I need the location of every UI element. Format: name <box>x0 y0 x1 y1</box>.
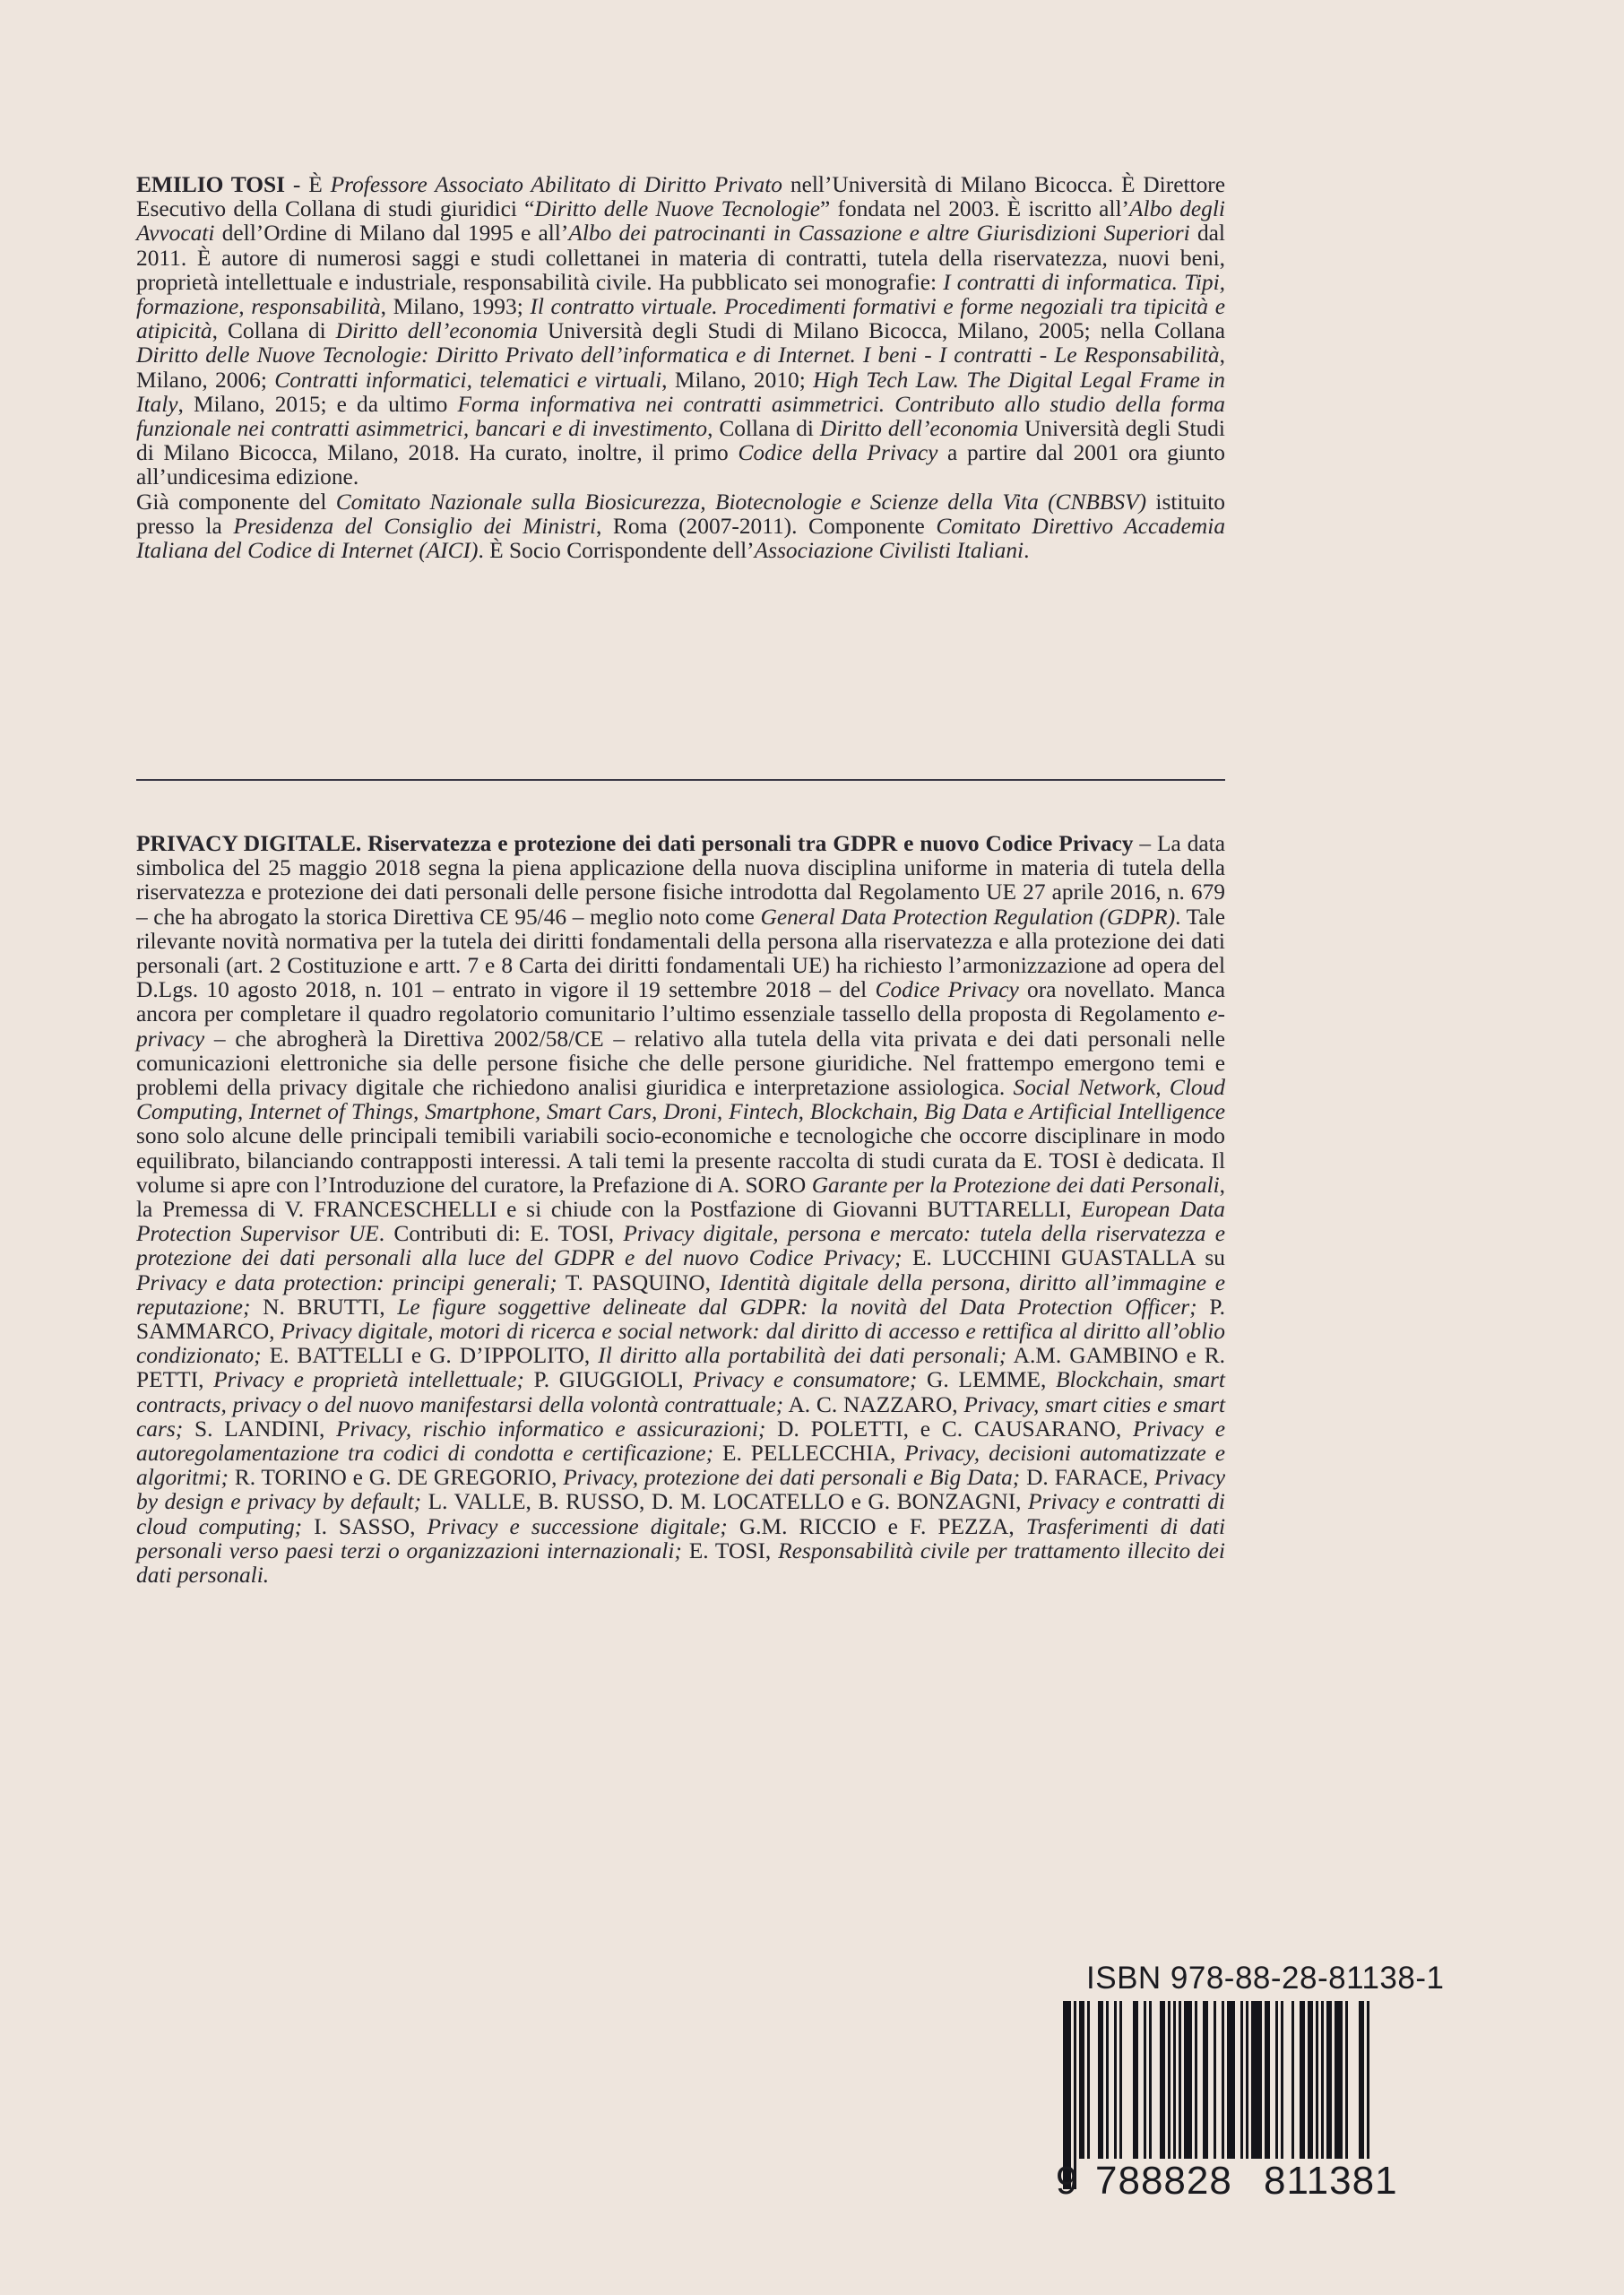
barcode-bar <box>1308 2001 1313 2159</box>
blurb-text-run: Il diritto alla portabilità dei dati personali; <box>598 1343 1007 1369</box>
barcode-bar <box>1173 2001 1176 2159</box>
blurb-text-run: S. LANDINI, <box>183 1416 337 1442</box>
blurb-text-run: Privacy, smart cities e smart cars; <box>136 1391 1225 1442</box>
blurb-text-run: E. BATTELLI e G. D’IPPOLITO, <box>261 1343 599 1369</box>
barcode-bar <box>1168 2001 1170 2159</box>
barcode-bar <box>1133 2001 1138 2159</box>
bio-text-run: High Tech Law. The Digital Legal Frame in Italy <box>136 367 1226 417</box>
barcode-bar <box>1300 2001 1305 2159</box>
bio-text-run: Diritto dell’economia <box>335 318 539 344</box>
blurb-text-run: G. LEMME, <box>917 1367 1056 1393</box>
author-name: EMILIO TOSI <box>136 172 286 197</box>
blurb-text-run: A.M. GAMBINO e R. PETTI, <box>136 1343 1225 1393</box>
blurb-text-run: E. PELLECCHIA, <box>713 1441 905 1467</box>
book-title: PRIVACY DIGITALE. Riservatezza e protezione dei dati personali tra GDPR e nuovo Codice Privacy <box>136 831 1134 856</box>
author-bio <box>136 173 1225 563</box>
barcode-bar <box>1367 2001 1369 2159</box>
author-bio-text <box>136 172 1225 563</box>
bio-text-run: Diritto delle Nuove Tecnologie: Diritto Privato dell’informatica e di Internet. I beni - I contratti - Le Responsabilità <box>136 342 1220 368</box>
blurb-text-run: Blockchain, smart contracts, privacy o del nuovo manifestarsi della volontà contrattuale; <box>136 1367 1225 1417</box>
bio-text-run: , Milano, 2010; <box>661 367 814 393</box>
bio-text-run: Comitato Nazionale sulla Biosicurezza, Biotecnologie e Scienze della Vita (CNBBSV) <box>335 489 1147 515</box>
barcode-bar <box>1359 2001 1364 2159</box>
blurb-text-run: sono solo alcune delle principali temibili variabili socio-economiche e tecnologiche che occorre disciplinare in modo equilibrato, bilanciando contrapposti interessi. A tali temi la presente raccolta di studi curata da E. TOSI è dedicata. Il volume si apre con l’Introduzione del curatore, la Prefazione di A. SORO <box>136 1123 1225 1198</box>
blurb-text-run: Privacy e successione digitale; <box>427 1513 728 1539</box>
barcode-bar <box>1114 2001 1117 2159</box>
barcode-bar <box>1144 2001 1146 2159</box>
bio-text-run: Diritto dell’economia <box>819 416 1019 442</box>
blurb-text-run: Privacy e data protection: principi generali; <box>136 1269 557 1295</box>
bio-text-run: nell’Università di Milano Bicocca. È Direttore Esecutivo della Collana di studi giuridici “ <box>136 172 1225 222</box>
blurb-text-run: – che abrogherà la Direttiva 2002/58/CE – relativo alla tutela della vita privata e dei dati personali nelle comunicazioni elettroniche sia delle persone fisiche che delle persone giuridiche. Nel frattempo emergono temi e problemi della privacy digitale che richiedono analisi giuridica e interpretazione assiologica. <box>136 1026 1225 1101</box>
barcode-bar <box>1316 2001 1318 2159</box>
barcode-bar <box>1335 2001 1343 2159</box>
blurb-text-run: Privacy e consumatore; <box>693 1367 918 1393</box>
barcode-bar <box>1203 2001 1208 2159</box>
divider <box>136 779 1225 781</box>
blurb-text-run: T. PASQUINO, <box>557 1269 720 1295</box>
bio-text-run: , Milano, 2006; <box>136 342 1225 393</box>
blurb-text-run: Responsabilità civile per trattamento illecito dei dati personali. <box>136 1537 1225 1589</box>
blurb-text-run: European Data Protection Supervisor UE <box>136 1197 1225 1247</box>
barcode-bar <box>1179 2001 1181 2159</box>
bio-text-run: Presidenza del Consiglio dei Ministri <box>233 513 597 539</box>
bio-text-run: istituito presso la <box>136 489 1225 539</box>
barcode-digit-group-1: 788828 <box>1092 2159 1236 2204</box>
blurb-text-run: L. VALLE, B. RUSSO, D. M. LOCATELLO e G. BONZAGNI, <box>421 1489 1029 1515</box>
book-description-text <box>136 831 1225 1588</box>
bio-text-run: dal 2011. È autore di numerosi saggi e studi collettanei in materia di contratti, tutela della riservatezza, nuovi beni, proprietà intellettuale e industriale, responsabilità civile. Ha pubblicato sei monografie: <box>136 221 1225 295</box>
bio-text-run: Comitato Direttivo Accademia Italiana del Codice di Internet (AICI) <box>136 513 1226 564</box>
barcode-bar <box>1275 2001 1278 2159</box>
blurb-text-run: Privacy, rischio informatico e assicurazioni; <box>336 1416 766 1442</box>
blurb-text-run: E. TOSI, <box>681 1537 779 1563</box>
barcode-bar <box>1291 2001 1294 2159</box>
bio-text-run: . <box>1024 538 1030 564</box>
barcode-bar <box>1227 2001 1235 2159</box>
bio-text-run: Associazione Civilisti Italiani <box>754 538 1024 564</box>
blurb-text-run: R. TORINO e G. DE GREGORIO, <box>228 1465 564 1491</box>
barcode-bar <box>1265 2001 1270 2159</box>
blurb-text-run: . Tale rilevante novità normativa per la tutela dei diritti fondamentali della persona alla riservatezza e alla protezione dei dati personali (art. 2 Costituzione e artt. 7 e 8 Carta dei diritti fondamentali UE) ha richiesto l’armonizzazione ad opera del D.Lgs. 10 agosto 2018, n. 101 – entrato in vigore il 19 settembre 2018 – del <box>136 904 1225 1003</box>
bio-text-run: , Roma (2007-2011). Componente <box>596 513 937 539</box>
bio-text-run: I contratti di informatica. Tipi, formazione, responsabilità <box>136 269 1225 320</box>
bio-text-run: Diritto delle Nuove Tecnologie <box>534 196 821 222</box>
bio-text-run: , Collana di <box>212 318 336 344</box>
blurb-text-run: Privacy digitale, motori di ricerca e social network: dal diritto di accesso e rettifica al diritto all’oblio condizionato; <box>136 1319 1225 1369</box>
barcode-bar <box>1251 2001 1262 2159</box>
bio-text-run: Università degli Studi di Milano Bicocca, Milano, 2018. Ha curato, inoltre, il primo <box>136 416 1225 466</box>
barcode-bar <box>1214 2001 1216 2159</box>
blurb-text-run: Privacy e proprietà intellettuale; <box>213 1367 524 1393</box>
blurb-text-run: Privacy e contratti di cloud computing; <box>136 1489 1225 1539</box>
blurb-text-run: – La data simbolica del 25 maggio 2018 segna la piena applicazione della nuova disciplina uniforme in materia di tutela della riservatezza e protezione dei dati personali delle persone fisiche introdotta dal Regolamento UE 27 aprile 2016, n. 679 – che ha abrogato la storica Direttiva CE 95/46 – meglio noto come <box>136 831 1225 930</box>
blurb-text-run: ora novellato. Manca ancora per completare il quadro regolatorio comunitario l’ultimo essenziale tassello della proposta di Regolamento <box>136 977 1226 1027</box>
blurb-text-run: General Data Protection Regulation (GDPR) <box>760 904 1176 930</box>
bio-text-run: , Milano, 1993; <box>380 294 531 320</box>
barcode-bar <box>1087 2001 1090 2159</box>
blurb-text-run: I. SASSO, <box>302 1513 428 1539</box>
barcode-bar <box>1222 2001 1224 2159</box>
bio-text-run: Contratti informatici, telematici e virtuali <box>274 367 662 393</box>
blurb-text-run: Privacy digitale, persona e mercato: tutela della riservatezza e protezione dei dati personali alla luce del GDPR e del nuovo Codice Privacy; <box>136 1221 1225 1271</box>
blurb-text-run: . Contributi di: E. TOSI, <box>378 1221 624 1247</box>
blurb-text-run: Trasferimenti di dati personali verso paesi terzi o organizzazioni internazionali; <box>136 1513 1226 1563</box>
barcode-bar <box>1160 2001 1165 2159</box>
blurb-text-run: P. GIUGGIOLI, <box>523 1367 694 1393</box>
barcode-bar <box>1079 2001 1084 2159</box>
bio-text-run: ” fondata nel 2003. È iscritto all’ <box>820 196 1129 222</box>
bio-text-run: Università degli Studi di Milano Bicocca, Milano, 2005; nella Collana <box>538 318 1226 344</box>
blurb-text-run: e-privacy <box>136 1001 1225 1052</box>
blurb-text-run: G.M. RICCIO e F. PEZZA, <box>727 1513 1026 1539</box>
blurb-text-run: Garante per la Protezione dei dati Personali <box>811 1172 1220 1198</box>
blurb-text-run: Privacy, protezione dei dati personali e Big Data; <box>563 1465 1021 1491</box>
bio-text-run: - È <box>285 172 331 197</box>
barcode-digit-group-2: 811381 <box>1260 2159 1402 2204</box>
blurb-text-run: Privacy, decisioni automatizzate e algoritmi; <box>136 1441 1225 1491</box>
barcode-digit-lead: 9 <box>1056 2159 1079 2203</box>
barcode-bar <box>1240 2001 1243 2159</box>
bio-text-run: Albo degli Avvocati <box>136 196 1225 247</box>
barcode-bar <box>1345 2001 1348 2159</box>
barcode-bar <box>1149 2001 1152 2159</box>
barcode-bar <box>1119 2001 1122 2159</box>
bio-text-run: Forma informativa nei contratti asimmetrici. Contributo allo studio della forma funzionale nei contratti asimmetrici, bancari e di investimento <box>136 391 1226 442</box>
bio-text-run: . È Socio Corrispondente dell’ <box>478 538 755 564</box>
blurb-text-run: E. LUCCHINI GUASTALLA su <box>902 1245 1225 1271</box>
blurb-text-run: N. BRUTTI, <box>250 1294 398 1320</box>
blurb-text-run: Identità digitale della persona, diritto all’immagine e reputazione; <box>136 1269 1226 1320</box>
book-description <box>136 832 1225 1588</box>
bio-text-run: Albo dei patrocinanti in Cassazione e altre Giurisdizioni Superiori <box>568 221 1190 247</box>
blurb-text-run: , la Premessa di V. FRANCESCHELLI e si chiude con la Postfazione di Giovanni BUTTARELLI, <box>136 1172 1225 1223</box>
barcode-bar <box>1246 2001 1248 2159</box>
bio-text-run: , Milano, 2015; e da ultimo <box>177 391 458 417</box>
isbn-label: ISBN 978-88-28-81138-1 <box>1086 1961 1445 1996</box>
bio-text-run: Già componente del <box>136 489 336 515</box>
bio-text-run: dell’Ordine di Milano dal 1995 e all’ <box>214 221 569 247</box>
bio-text-run: Codice della Privacy <box>738 440 938 466</box>
blurb-text-run: Privacy e autoregolamentazione tra codici di condotta e certificazione; <box>136 1416 1226 1467</box>
barcode-bar <box>1098 2001 1103 2159</box>
barcode-bar <box>1281 2001 1283 2159</box>
blurb-text-run: P. SAMMARCO, <box>136 1294 1225 1345</box>
blurb-text-run: D. POLETTI, e C. CAUSARANO, <box>765 1416 1133 1442</box>
bio-text-run: a partire dal 2001 ora giunto all’undicesima edizione. <box>136 440 1225 490</box>
blurb-text-run: A. C. NAZZARO, <box>783 1391 964 1417</box>
bio-text-run: , Collana di <box>707 416 820 442</box>
blurb-text-run: D. FARACE, <box>1020 1465 1155 1491</box>
bio-text-run: Il contratto virtuale. Procedimenti formativi e forme negoziali tra tipicità e atipicità <box>136 294 1226 344</box>
barcode-bar <box>1106 2001 1109 2159</box>
blurb-text-run: Privacy by design e privacy by default; <box>136 1465 1225 1515</box>
blurb-text-run: Social Network, Cloud Computing, Internet of Things, Smartphone, Smart Cars, Droni, Fintech, Blockchain, Big Data e Artificial Intelligence <box>136 1075 1226 1125</box>
blurb-text-run: Le figure soggettive delineate dal GDPR: la novità del Data Protection Officer; <box>397 1294 1197 1320</box>
bio-text-run: Professore Associato Abilitato di Diritto Privato <box>330 172 782 197</box>
blurb-text-run: Codice Privacy <box>875 977 1019 1003</box>
